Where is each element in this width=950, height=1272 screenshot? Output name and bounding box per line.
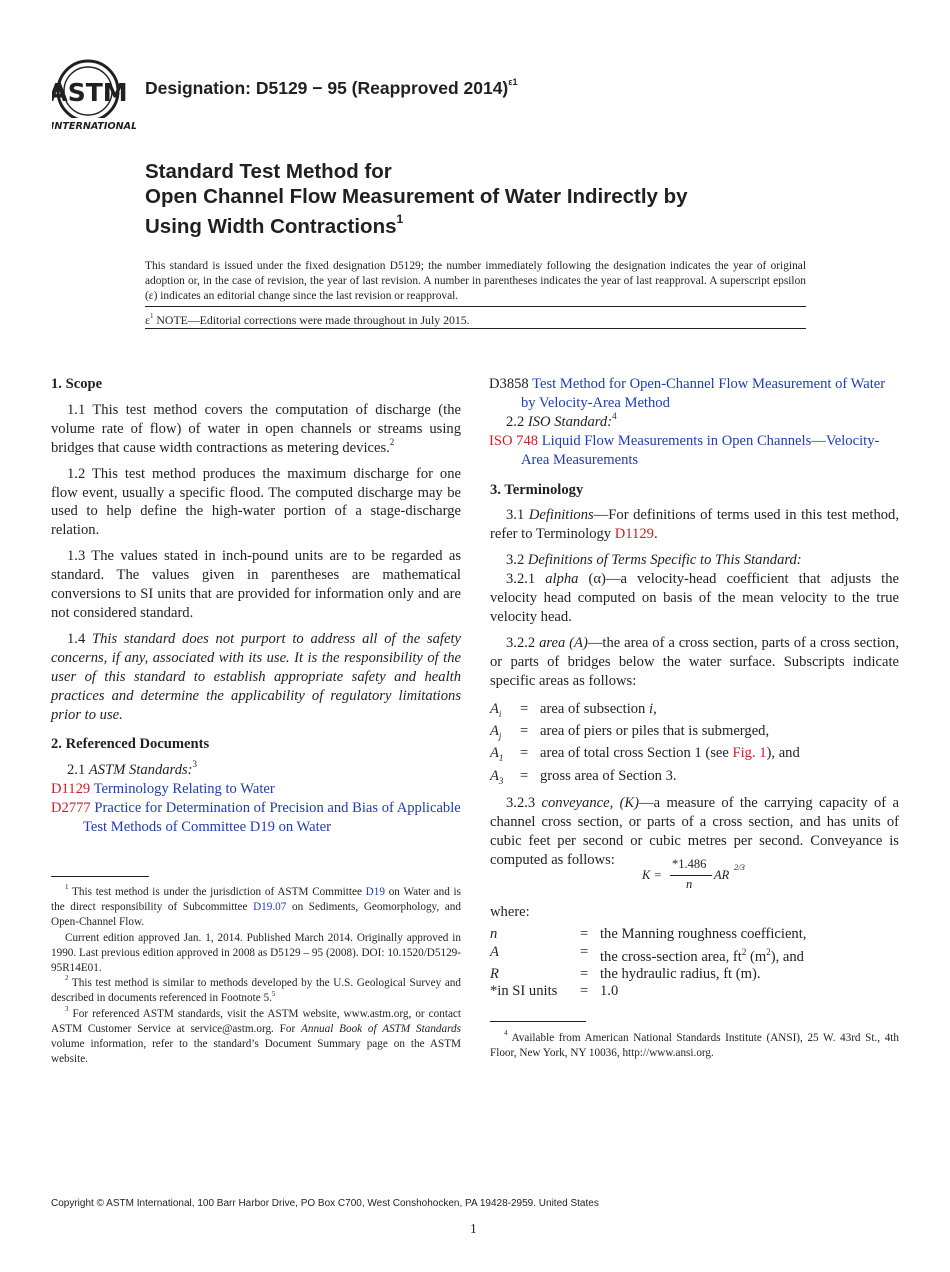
area-row: $A_j$ = area of piers or piles that is submerged, <box>490 723 770 741</box>
logo-wordmark: INTERNATIONAL <box>52 121 136 132</box>
variable-row: A = the cross-section area, $ft^2$ $(m^2)$, and <box>490 943 804 965</box>
left-column <box>51 375 461 837</box>
area-row: $A_1$ = area of total cross Section 1 (see Fig. 1), and <box>490 745 800 764</box>
para-3-2-1: 3.2.1 alpha (α)—a velocity-head coefficient that adjusts the velocity head computed on basis of the mean velocity to the true velocity head. <box>490 571 899 625</box>
para-1-3: 1.3 The values stated in inch-pound units are to be regarded as standard. The values given in parentheses are mathematical conversions to SI units that are provided for information only and are not considered standard. <box>51 548 461 621</box>
variable-row: *in SI units = 1.0 <box>490 983 619 1000</box>
para-2-2: 2.2 ISO Standard:$^4$ <box>506 410 617 430</box>
section-2-heading: 2. Referenced Documents <box>51 736 210 753</box>
footnote-separator-right <box>490 1021 586 1022</box>
conveyance-formula: K = *1.486 n AR 2/3 <box>642 857 745 891</box>
footnote-separator <box>51 876 149 877</box>
right-column <box>490 375 899 870</box>
section-1-heading: 1. Scope <box>51 376 103 392</box>
editorial-note: $\varepsilon^1$ NOTE—Editorial corrections were made throughout in July 2015. <box>145 312 470 327</box>
where-label: where: <box>490 904 530 920</box>
footnote-link-d1907[interactable]: D19.07 <box>253 901 287 914</box>
para-3-2: 3.2 Definitions of Terms Specific to This Standard: <box>506 552 802 569</box>
designation-epsilon: ε1 <box>508 77 518 88</box>
designation: Designation: D5129 − 95 (Reapproved 2014)$^{\varepsilon 1}$ <box>145 77 518 98</box>
para-3-1: 3.1 Definitions—For definitions of terms used in this test method, refer to Terminology D1129. <box>490 507 899 543</box>
footnote-link-d19[interactable]: D19 <box>365 886 385 898</box>
area-row: $A_i$ = area of subsection i, <box>490 700 657 719</box>
link-d1129[interactable]: D1129 <box>614 526 654 543</box>
title-line-3: Using Width Contractions$^1$ <box>145 212 404 238</box>
ref-code-link[interactable]: D1129 <box>51 781 91 798</box>
astm-logo <box>52 58 136 134</box>
link-fig-1[interactable]: Fig. 1 <box>732 745 767 762</box>
para-1-1: 1.1 This test method covers the computation of discharge (the volume rate of flow) of water in open channels or streams using bridges that cause width contractions as metering devices.$^2$ <box>51 401 461 456</box>
ref-title-link[interactable]: Test Method for Open-Channel Flow Measurement of Water by Velocity-Area Method <box>521 376 886 411</box>
footnotes-left: $^1$ This test method is under the jurisdiction of ASTM Committee D19 on Water and is the direct responsibility of Subcommittee D19.07 on Sediments, Geomorphology, and Open-Channel Flow. Current edition approved Jan. 1, 2014. Published March 2014. Originally approved in 1990. Last previous edition approved in 2008 as D5129 – 95 (2008). DOI: 10.1520/D5129-95R14E01. $^2$ This test method is similar to methods developed by the U.S. Geological Survey and described in documents referenced in Footnote 5.$^5$ $^3$ For referenced ASTM standards, visit the ASTM website, www.astm.org, or contact ASTM Customer Service at service@astm.org. For Annual Book of ASTM Standards volume information, refer to the standard’s Document Summary page on the ASTM website. <box>51 883 462 1066</box>
preamble-rule-top <box>145 306 806 307</box>
ref-title-link[interactable]: Terminology Relating to Water <box>93 781 275 798</box>
area-row: $A_3$ = gross area of Section 3. <box>490 767 677 786</box>
para-2-1: 2.1 ASTM Standards:$^3$ <box>67 759 198 779</box>
copyright: Copyright © ASTM International, 100 Barr Harbor Drive, PO Box C700, West Conshohocken, PA 19428-2959. United States <box>51 1198 599 1209</box>
ref-code-link[interactable]: D2777 <box>51 800 91 817</box>
ref-title-link[interactable]: Liquid Flow Measurements in Open Channels—Velocity-Area Measurements <box>521 432 880 468</box>
para-3-2-2: 3.2.2 area (A)—the area of a cross section, parts of a cross section, or parts of bridges below the water surface. Subscripts indicate specific areas as follows: <box>490 634 899 689</box>
para-1-2: 1.2 This test method produces the maximum discharge for one flow event, usually a specific flood. The computed discharge may be used to help define the high-water portion of a stage-discharge relation. <box>51 465 461 539</box>
title-line-1: Standard Test Method for <box>145 160 392 183</box>
preamble-rule-bottom <box>145 328 806 329</box>
footnote-right: $^4$ Available from American National Standards Institute (ANSI), 25 W. 43rd St., 4th Floor, New York, NY 10036, http://www.ansi.org. <box>490 1029 899 1060</box>
ref-code-link[interactable]: ISO 748 <box>489 432 539 449</box>
variable-row: R = the hydraulic radius, ft (m). <box>490 965 761 982</box>
page-number: 1 <box>470 1221 477 1236</box>
preamble: This standard is issued under the fixed designation D5129; the number immediately following the designation indicates the year of original adoption or, in the case of revision, the year of last revision. A number in parentheses indicates the year of last reapproval. A superscript epsilon (ε) indicates an editorial change since the last revision or reapproval. <box>145 260 806 302</box>
variables-table <box>490 926 890 1001</box>
ref-d1129 <box>51 780 461 799</box>
svg-text:ASTM: ASTM <box>52 78 128 107</box>
para-3-2-3: 3.2.3 conveyance, (K)—a measure of the carrying capacity of a channel cross section, or parts of a cross section, and has units of cubic feet per second or cubic metres per second. Conveyance is computed as follows: <box>490 795 899 868</box>
ref-title-link[interactable]: Practice for Determination of Precision and Bias of Applicable Test Methods of Committee D19 on Water <box>83 800 461 836</box>
title-line-2: Open Channel Flow Measurement of Water Indirectly by <box>145 184 688 208</box>
document-title <box>145 160 845 239</box>
section-3-heading: 3. Terminology <box>490 481 584 498</box>
ref-code: D3858 <box>489 376 529 392</box>
ref-iso748 <box>490 432 899 470</box>
ref-d2777 <box>51 799 461 837</box>
ref-d3858 <box>490 375 899 413</box>
variable-row: n = the Manning roughness coefficient, <box>490 926 807 942</box>
para-1-4: 1.4 This standard does not purport to address all of the safety concerns, if any, associated with its use. It is the responsibility of the user of this standard to establish appropriate safety and health practices and determine the applicability of regulatory limitations prior to use. <box>51 630 461 723</box>
area-symbols-table <box>490 701 800 791</box>
